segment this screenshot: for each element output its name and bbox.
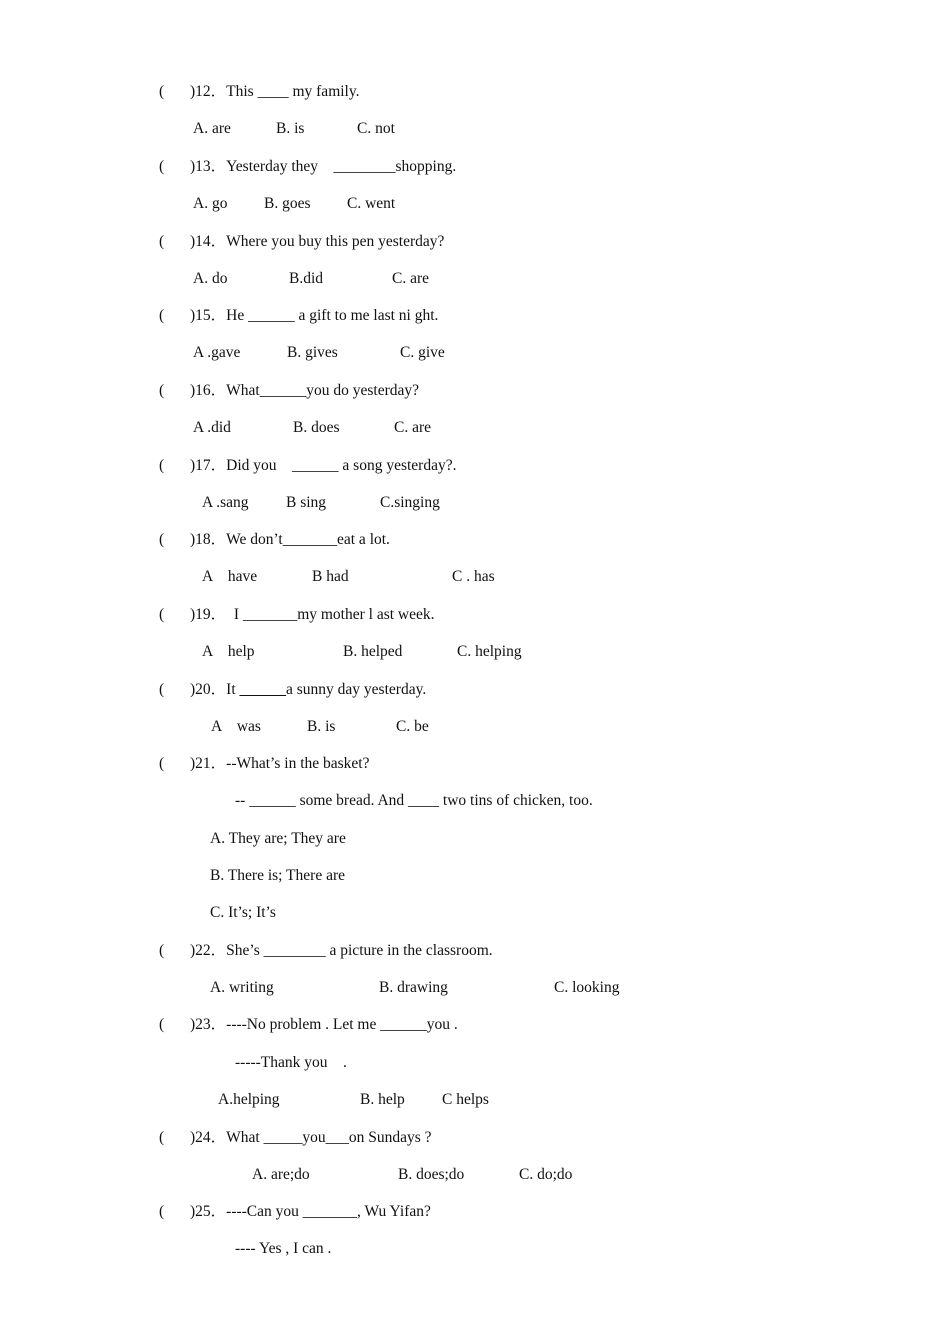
answer-paren: ( bbox=[159, 1203, 165, 1220]
option-b: B. helped bbox=[343, 643, 403, 660]
answer-paren: ( bbox=[159, 158, 165, 175]
option-b: B. help bbox=[360, 1091, 405, 1108]
question-stem: )25．----Can you _______, Wu Yifan? bbox=[190, 1203, 431, 1220]
question-stem bbox=[190, 680, 426, 700]
option-c: C. looking bbox=[554, 979, 620, 996]
option-a: A .gave bbox=[193, 344, 241, 361]
question-stem: )17．Did you ______ a song yesterday?. bbox=[190, 457, 457, 474]
option-b: B. gives bbox=[287, 344, 338, 361]
option-c: C. It’s; It’s bbox=[210, 904, 276, 921]
option-b: B.did bbox=[289, 270, 324, 287]
option-b: B sing bbox=[286, 494, 327, 511]
question-stem: )16．What______you do yesterday? bbox=[190, 382, 419, 399]
option-c: C.singing bbox=[380, 494, 440, 511]
option-a: A. do bbox=[193, 270, 228, 287]
option-a: A help bbox=[202, 643, 255, 660]
answer-paren: ( bbox=[159, 457, 165, 474]
option-b: B. There is; There are bbox=[210, 867, 345, 884]
question-dialogue-line: -- ______ some bread. And ____ two tins of chicken, too. bbox=[235, 792, 593, 809]
question-stem: )15．He ______ a gift to me last ni ght. bbox=[190, 307, 439, 324]
stem-start: )20．It bbox=[190, 681, 240, 698]
answer-paren: ( bbox=[159, 307, 165, 324]
answer-paren: ( bbox=[159, 531, 165, 548]
option-a: A. go bbox=[193, 195, 228, 212]
answer-blank: ______ bbox=[239, 681, 287, 698]
option-a: A .did bbox=[193, 419, 231, 436]
option-c: C. helping bbox=[457, 643, 522, 660]
option-a: A. writing bbox=[210, 979, 274, 996]
stem-end: a sunny day yesterday. bbox=[286, 681, 427, 698]
option-b: B. is bbox=[307, 718, 336, 735]
answer-paren: ( bbox=[159, 606, 165, 623]
option-a: A.helping bbox=[218, 1091, 280, 1108]
option-a: A was bbox=[211, 718, 261, 735]
option-c: C. are bbox=[392, 270, 430, 287]
option-c: C. do;do bbox=[519, 1166, 573, 1183]
option-b: B. drawing bbox=[379, 979, 448, 996]
question-stem: )13．Yesterday they ________shopping. bbox=[190, 158, 457, 175]
option-c: C. are bbox=[394, 419, 432, 436]
option-c: C. be bbox=[396, 718, 429, 735]
option-c: C. went bbox=[347, 195, 396, 212]
answer-paren: ( bbox=[159, 83, 165, 100]
option-b: B had bbox=[312, 568, 349, 585]
question-stem: )22．She’s ________ a picture in the classroom. bbox=[190, 942, 493, 959]
option-c: C helps bbox=[442, 1091, 489, 1108]
answer-paren: ( bbox=[159, 755, 165, 772]
option-a: A. are bbox=[193, 120, 231, 137]
question-stem: )24．What _____you___on Sundays ? bbox=[190, 1129, 432, 1146]
option-b: B. does bbox=[293, 419, 340, 436]
option-b: B. goes bbox=[264, 195, 311, 212]
question-stem: )21．--What’s in the basket? bbox=[190, 755, 370, 772]
question-dialogue-line: -----Thank you . bbox=[235, 1054, 347, 1071]
question-stem: )12．This ____ my family. bbox=[190, 83, 360, 100]
option-a: A. are;do bbox=[252, 1166, 310, 1183]
answer-paren: ( bbox=[159, 1129, 165, 1146]
question-dialogue-line: ---- Yes , I can . bbox=[235, 1240, 332, 1257]
option-b: B. does;do bbox=[398, 1166, 465, 1183]
answer-paren: ( bbox=[159, 942, 165, 959]
option-b: B. is bbox=[276, 120, 305, 137]
option-c: C. give bbox=[400, 344, 445, 361]
option-a: A .sang bbox=[202, 494, 249, 511]
option-a: A have bbox=[202, 568, 258, 585]
option-a: A. They are; They are bbox=[210, 830, 346, 847]
answer-paren: ( bbox=[159, 1016, 165, 1033]
answer-paren: ( bbox=[159, 382, 165, 399]
answer-paren: ( bbox=[159, 233, 165, 250]
option-c: C. not bbox=[357, 120, 395, 137]
question-stem: )14．Where you buy this pen yesterday? bbox=[190, 233, 445, 250]
answer-paren: ( bbox=[159, 681, 165, 698]
question-stem: )18．We don’t_______eat a lot. bbox=[190, 531, 390, 548]
option-c: C . has bbox=[452, 568, 495, 585]
question-stem: )19． I _______my mother l ast week. bbox=[190, 606, 435, 623]
question-stem: )23．----No problem . Let me ______you . bbox=[190, 1016, 458, 1033]
